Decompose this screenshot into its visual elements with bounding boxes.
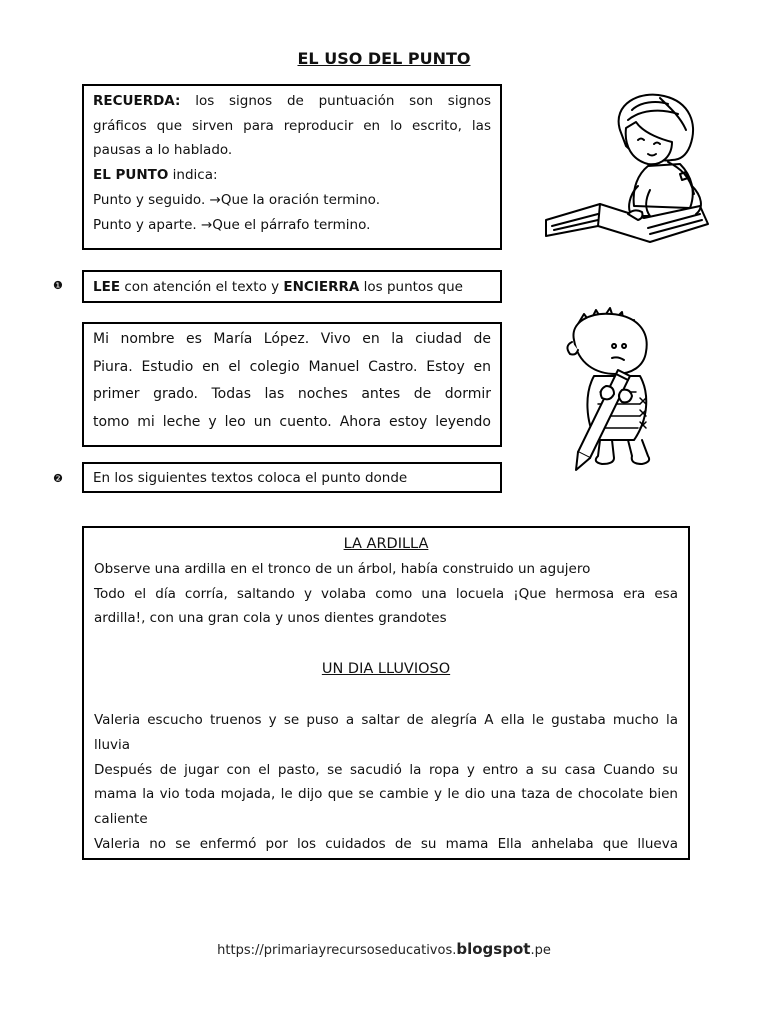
lluvioso-line-4: mama la vio toda mojada, le dijo que se cambie y le dio una taza de chocolate bien [94,786,678,803]
lluvioso-line-5: caliente [94,810,148,827]
recuerda-line-1-text: los signos de puntuación son signos [180,93,491,109]
recuerda-line-3: pausas a lo hablado. [93,142,233,159]
lluvioso-line-6: Valeria no se enfermó por los cuidados de su mama Ella anhelaba que llueva [94,835,678,852]
punto-aparte-line: Punto y aparte. →Que el párrafo termino. [93,216,371,233]
maria-line-3: primer grado. Todas las noches antes de dormir [93,386,491,402]
lluvioso-title: UN DIA LLUVIOSO [321,661,451,678]
recuerda-label: RECUERDA: [93,93,181,109]
punto-indica-text: indica: [168,167,218,184]
lluvioso-line-3: Después de jugar con el pasto, se sacudió la ropa y entro a su casa Cuando su [94,761,678,778]
exercise-1-instruction-box [82,270,502,303]
bullet-one-icon: ❶ [53,279,63,292]
ardilla-line-3: ardilla!, con una gran cola y unos dientes grandotes [94,610,447,627]
page-title: EL USO DEL PUNTO [297,49,471,68]
exercise-1-rest: los puntos que [359,279,463,295]
girl-reading-illustration [540,90,710,260]
ardilla-line-1: Observe una ardilla en el tronco de un árbol, había construido un agujero [94,561,591,577]
punto-seguido-line: Punto y seguido. →Que la oración termino. [93,191,380,208]
punto-label: EL PUNTO [93,167,169,184]
recuerda-box [82,84,502,250]
footer-url-suffix: .pe [530,943,551,958]
lee-label: LEE [93,279,121,295]
encierra-label: ENCIERRA [283,279,360,295]
ardilla-line-2: Todo el día corría, saltando y volaba como una locuela ¡Que hermosa era esa [94,585,678,602]
lluvioso-line-2: lluvia [94,736,131,753]
footer-url[interactable] [0,940,768,958]
recuerda-line-2: gráficos que sirven para reproducir en lo escrito, las [93,117,491,134]
bullet-two-icon: ❷ [53,472,63,485]
ardilla-title: LA ARDILLA [343,536,429,552]
maria-line-4: tomo mi leche y leo un cuento. Ahora estoy leyendo [93,413,491,430]
footer-url-strong: blogspot [456,940,531,958]
maria-line-1: Mi nombre es María López. Vivo en la ciudad de [93,331,491,347]
texts-box [82,526,690,860]
exercise-2-instruction-box [82,462,502,493]
recuerda-line-1 [93,89,491,114]
maria-line-2: Piura. Estudio en el colegio Manuel Castro. Estoy en [93,358,491,375]
exercise-2-instruction: En los siguientes textos coloca el punto donde [93,470,408,486]
punto-indica-line [93,163,491,188]
footer-url-prefix: https://primariayrecursoseducativos. [217,943,457,958]
maria-text-box [82,322,502,447]
exercise-1-mid: con atención el texto y [120,279,284,295]
lluvioso-line-1: Valeria escucho truenos y se puso a saltar de alegría A ella le gustaba mucho la [94,712,678,729]
child-with-pencil-illustration [560,300,690,472]
exercise-1-instruction [93,276,491,298]
